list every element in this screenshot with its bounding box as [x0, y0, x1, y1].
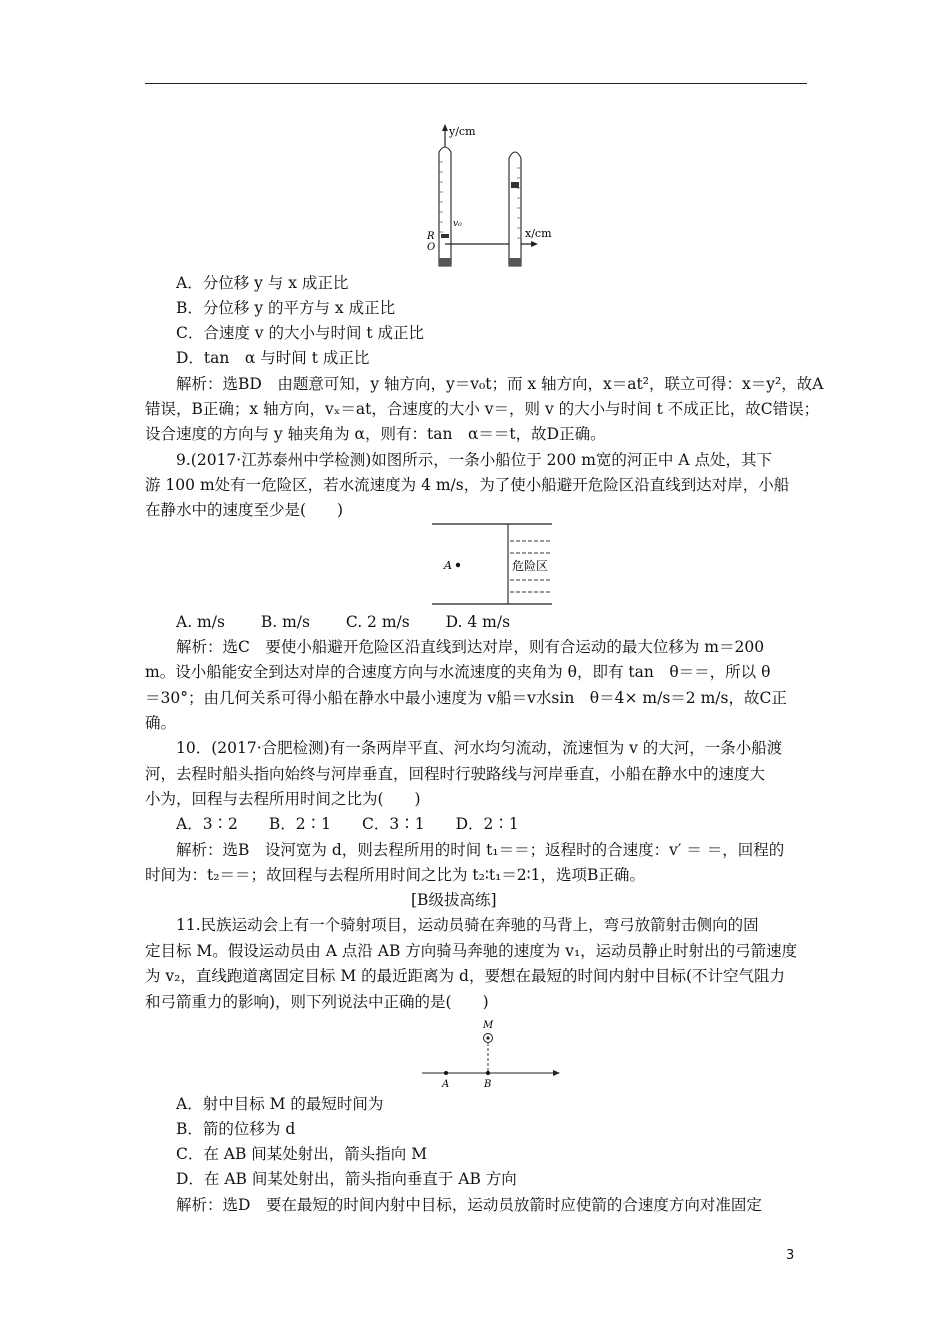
q8-option-b: B．分位移 y 的平方与 x 成正比: [176, 299, 396, 317]
q10-options: A．3∶2 B．2∶1 C．3∶1 D．2∶1: [176, 815, 519, 833]
x-axis-label: x/cm: [525, 227, 552, 240]
target-m-label: M: [483, 1020, 494, 1031]
q11-stem-line: 为 v₂，直线跑道离固定目标 M 的最近距离为 d，要想在最短的时间内射中目标(不计空气阻力: [145, 967, 786, 985]
q8-option-d: D．tan α 与时间 t 成正比: [176, 349, 370, 367]
q8-option-a: A．分位移 y 与 x 成正比: [176, 274, 349, 292]
q9-stem-line: 在静水中的速度至少是( ): [145, 501, 344, 519]
q11-option-b: B．箭的位移为 d: [176, 1120, 296, 1138]
q8-option-c: C．合速度 v 的大小与时间 t 成正比: [176, 324, 425, 342]
point-b-label: B: [484, 1079, 492, 1090]
q10-stem-line: 河，去程时船头指向始终与河岸垂直，回程时行驶路线与河岸垂直，小船在静水中的速度大: [145, 765, 766, 783]
r-label: R: [427, 231, 435, 242]
q9-analysis-line: m。设小船能安全到达对岸的合速度方向与水流速度的夹角为 θ，即有 tan θ＝＝，所以 θ: [145, 663, 771, 681]
q8-analysis-line: 设合速度的方向与 y 轴夹角为 α，则有：tan α＝＝t，故D正确。: [145, 425, 606, 443]
q9-analysis-line: ＝30°；由几何关系可得小船在静水中最小速度为 v船＝v水sin θ＝4× m/s＝2 m/s，故C正: [145, 689, 787, 707]
header-rule: [145, 83, 807, 84]
v0-label: v₀: [453, 219, 462, 229]
q10-stem-line: 小为，回程与去程所用时间之比为( ): [145, 790, 421, 808]
q11-option-a: A．射中目标 M 的最短时间为: [176, 1095, 384, 1113]
q11-stem-line: 定目标 M。假设运动员由 A 点沿 AB 方向骑马奔驰的速度为 v₁，运动员静止时射出的弓箭速度: [145, 942, 798, 960]
q9-analysis-line: 确。: [145, 714, 177, 732]
y-axis-label: y/cm: [449, 125, 476, 138]
q11-option-c: C．在 AB 间某处射出，箭头指向 M: [176, 1145, 428, 1163]
danger-zone-label: 危险区: [512, 559, 549, 573]
q11-stem-line: 11.民族运动会上有一个骑射项目，运动员骑在奔驰的马背上，弯弓放箭射击侧向的固: [176, 916, 759, 934]
point-a-dot: [456, 563, 460, 567]
page-number: 3: [786, 1248, 795, 1263]
q11-stem-line: 和弓箭重力的影响)，则下列说法中正确的是( ): [145, 993, 489, 1011]
q9-stem-line: 9.(2017·江苏泰州中学检测)如图所示，一条小船位于 200 m宽的河正中 A 点处，其下: [176, 451, 772, 469]
tube-figure: [415, 122, 565, 270]
q11-option-d: D．在 AB 间某处射出，箭头指向垂直于 AB 方向: [176, 1170, 517, 1188]
section-heading: [B级拔高练]: [411, 891, 497, 909]
q10-analysis-line: 时间为：t₂＝＝；故回程与去程所用时间之比为 t₂∶t₁＝2∶1，选项B正确。: [145, 866, 645, 884]
river-figure: [430, 522, 555, 606]
point-a-label: A: [442, 1079, 450, 1090]
q9-stem-line: 游 100 m处有一危险区，若水流速度为 4 m/s，为了使小船避开危险区沿直线到达对岸，小船: [145, 476, 790, 494]
target-figure: [420, 1018, 565, 1090]
q10-analysis-line: 解析：选B 设河宽为 d，则去程所用的时间 t₁＝＝；返程时的合速度：v′ ＝ ＝，回程的: [176, 841, 785, 859]
q9-options: A. m/s B. m/s C. 2 m/s D. 4 m/s: [176, 613, 511, 631]
q11-analysis-line: 解析：选D 要在最短的时间内射中目标，运动员放箭时应使箭的合速度方向对准固定: [176, 1196, 762, 1214]
q8-analysis-line: 解析：选BD 由题意可知，y 轴方向，y＝v₀t；而 x 轴方向，x＝at²，联立可得：x＝y²，故A: [176, 375, 824, 393]
origin-label: O: [427, 242, 436, 253]
q8-analysis-line: 错误，B正确；x 轴方向，vₓ＝at，合速度的大小 v＝，则 v 的大小与时间 t 不成正比，故C错误；: [145, 400, 820, 418]
point-a-label: A: [444, 559, 452, 572]
q9-analysis-line: 解析：选C 要使小船避开危险区沿直线到达对岸，则有合运动的最大位移为 m＝200: [176, 638, 765, 656]
q10-stem-line: 10．(2017·合肥检测)有一条两岸平直、河水均匀流动，流速恒为 v 的大河，一条小船渡: [176, 739, 783, 757]
